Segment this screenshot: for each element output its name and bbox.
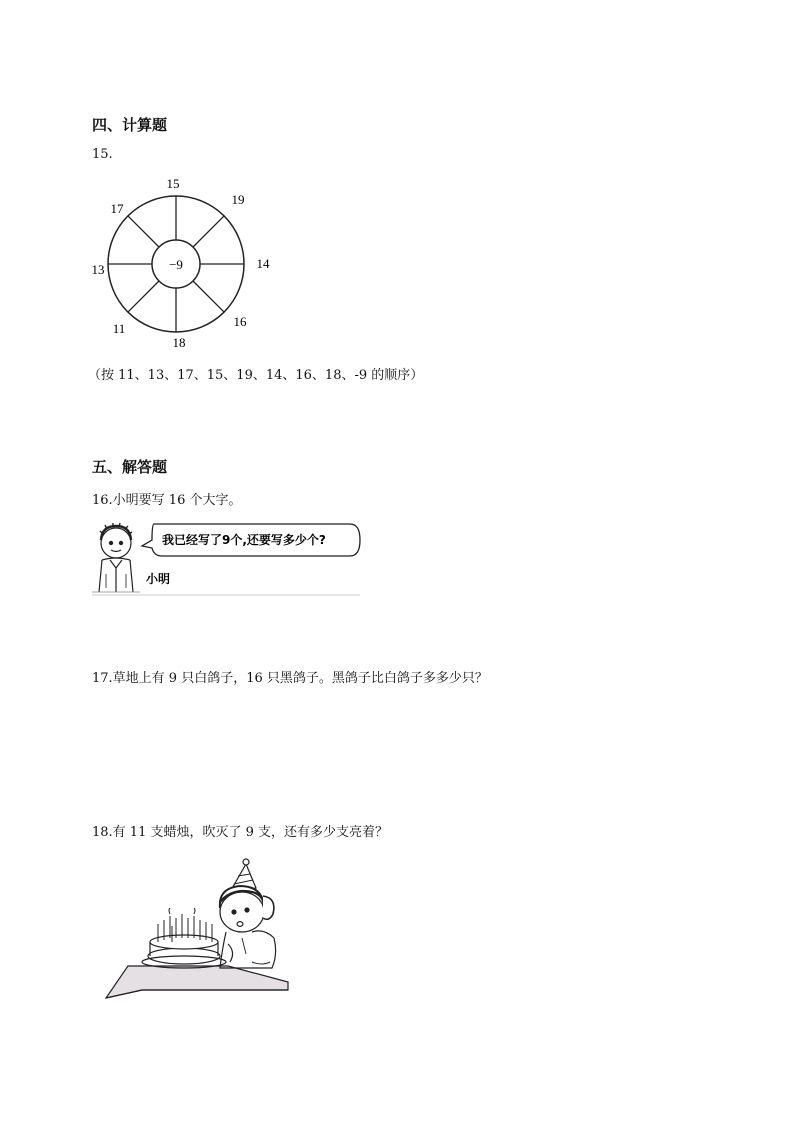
question-number-15: 15. — [92, 147, 113, 162]
boy-figure-icon — [92, 523, 140, 592]
birthday-cake-icon — [142, 908, 226, 968]
wheel-number-bottom-right: 16 — [233, 314, 247, 329]
wheel-number-top: 15 — [166, 176, 180, 191]
wheel-number-bottom-left: 11 — [112, 321, 126, 336]
question-15-note: （按 11、13、17、15、19、14、16、18、-9 的顺序） — [88, 368, 424, 383]
question-18-text: 18.有 11 支蜡烛，吹灭了 9 支，还有多少支亮着？ — [92, 825, 389, 840]
wheel-number-bottom: 18 — [172, 335, 186, 350]
wheel-number-right: 14 — [256, 256, 270, 271]
question-17-text: 17.草地上有 9 只白鸽子，16 只黑鸽子。黑鸽子比白鸽子多多少只？ — [92, 671, 488, 686]
wheel-center-value: −9 — [169, 257, 183, 272]
wheel-number-top-left: 17 — [110, 201, 124, 216]
speech-bubble-text: 我已经写了9个,还要写多少个? — [162, 533, 326, 547]
section-heading-4: 四、计算题 — [92, 116, 168, 134]
wheel-number-left: 13 — [91, 262, 105, 277]
character-name: 小明 — [146, 572, 171, 586]
section-heading-5: 五、解答题 — [92, 458, 168, 476]
wheel-number-top-right: 19 — [231, 192, 245, 207]
birthday-girl-illustration — [102, 858, 292, 1004]
number-wheel-diagram — [90, 172, 272, 350]
xiaoming-illustration — [92, 516, 364, 598]
question-16-text: 16.小明要写 16 个大字。 — [92, 493, 242, 508]
girl-figure-icon — [220, 859, 276, 968]
table-icon — [106, 966, 288, 998]
